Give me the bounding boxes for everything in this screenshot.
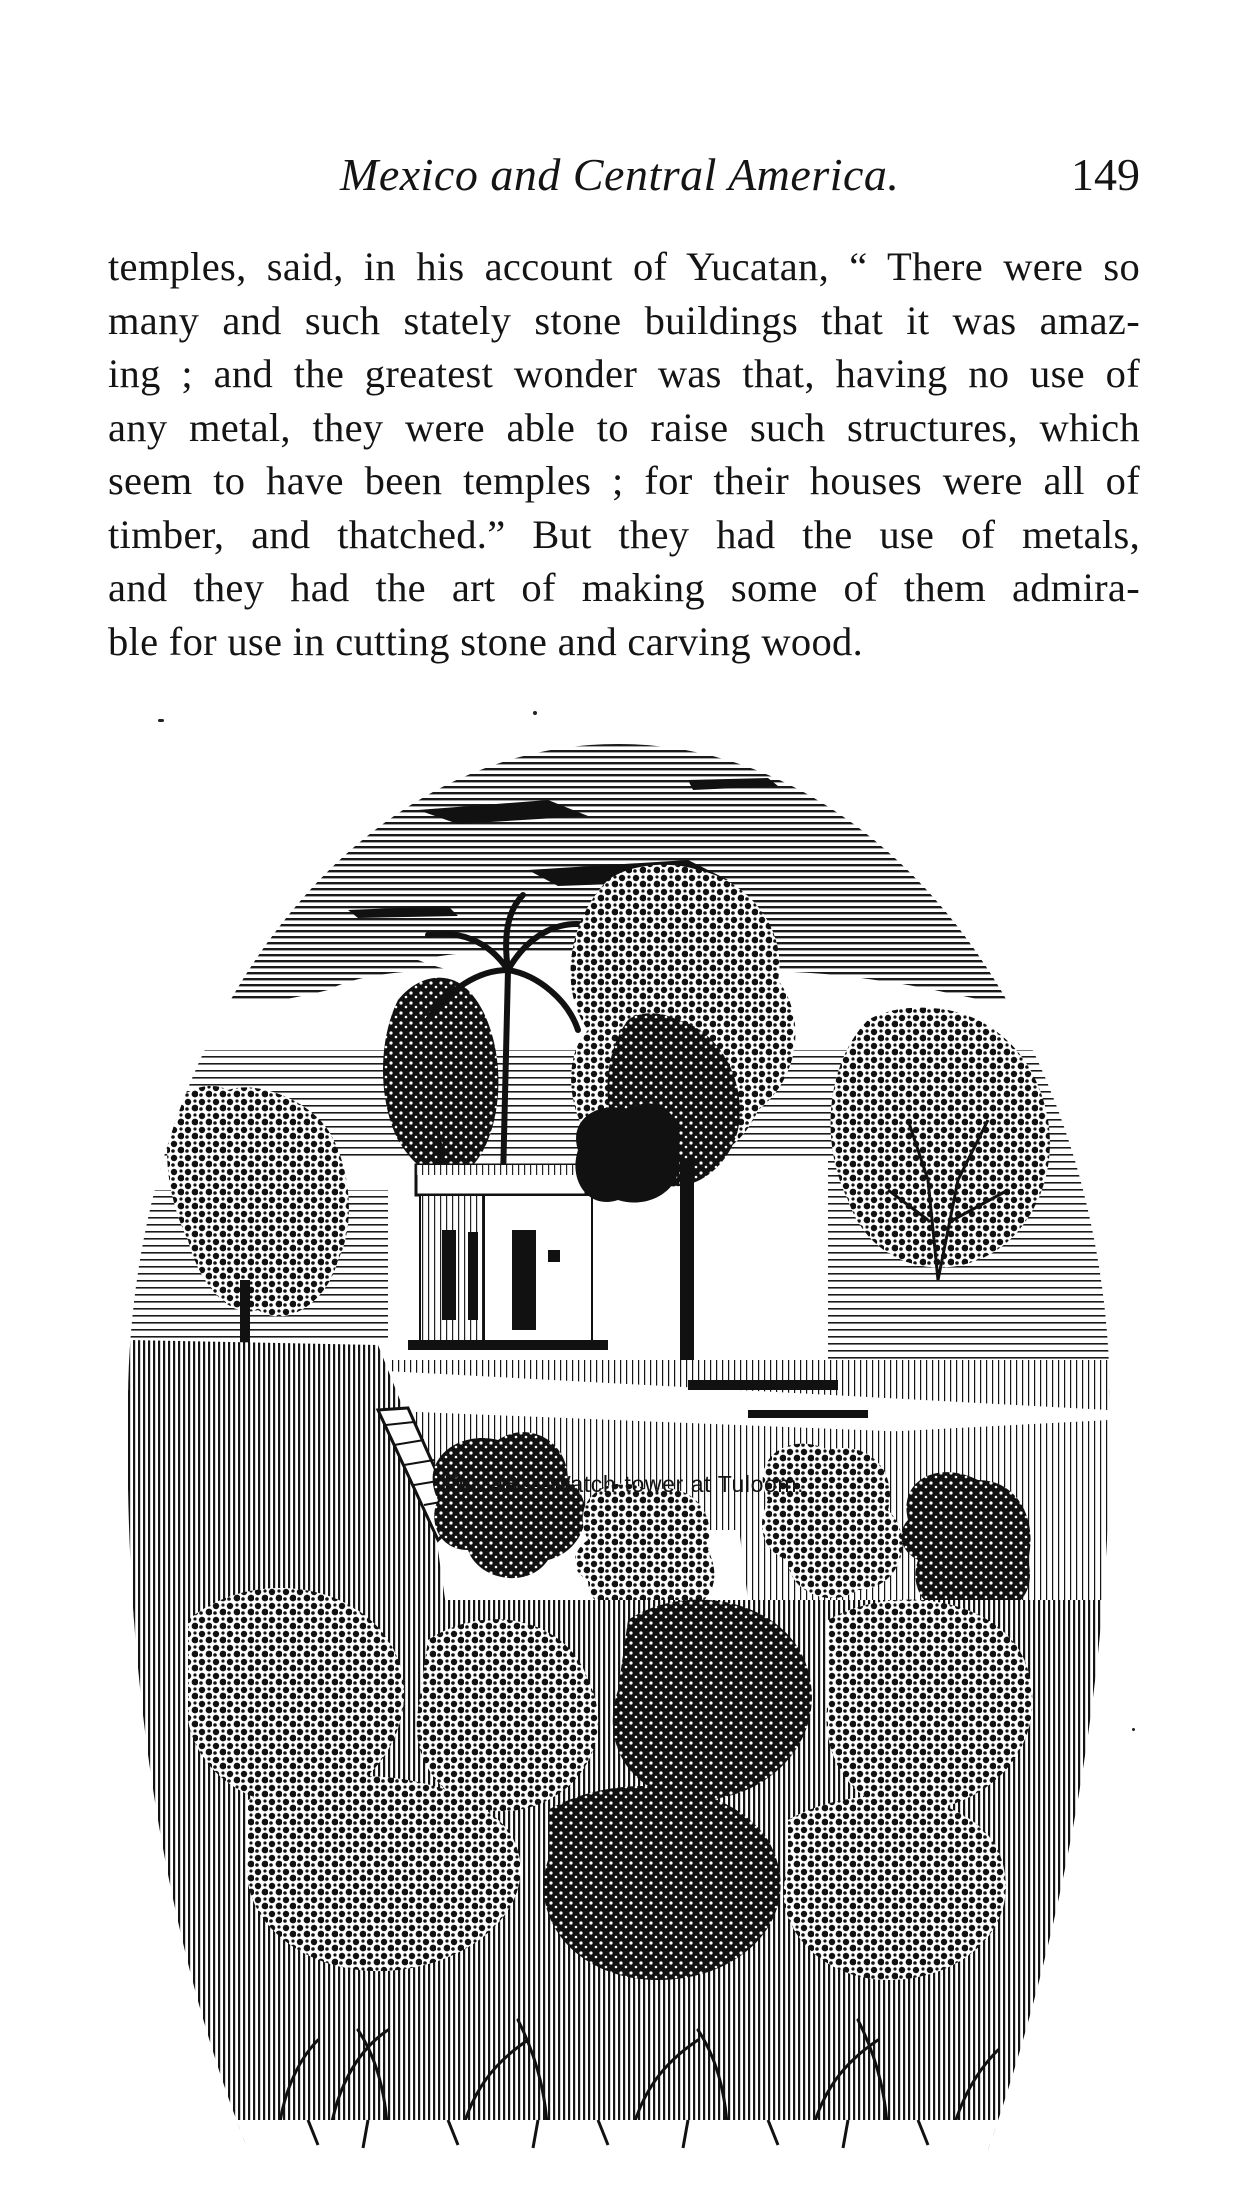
body-paragraph — [108, 240, 1140, 668]
figure-caption: Fig. 48.—Watch-tower at Tuloom. — [443, 1471, 805, 1497]
print-speck — [533, 711, 537, 715]
running-head — [110, 148, 1140, 208]
text-line: many and such stately stone buildings that it was amaz- — [108, 297, 1140, 343]
page-number: 149 — [1071, 149, 1140, 200]
text-line: seem to have been temples ; for their houses were all of — [108, 458, 1140, 503]
text-line: and they had the art of making some of them admira- — [108, 565, 1140, 610]
text-line: any metal, they were able to raise such structures, which — [108, 404, 1140, 450]
watch-tower-illustration — [128, 720, 1110, 2190]
text-line: ble for use in cutting stone and carving wood. — [108, 618, 864, 664]
text-line: ing ; and the greatest wonder was that, having no use of — [108, 351, 1140, 396]
print-speck — [1132, 1728, 1135, 1731]
woodcut-engraving — [128, 720, 1110, 2190]
running-title: Mexico and Central America. — [340, 149, 900, 200]
text-line: temples, said, in his account of Yucatan, “ There were so — [108, 244, 1140, 289]
text-line: timber, and thatched.” But they had the use of metals, — [108, 511, 1140, 557]
